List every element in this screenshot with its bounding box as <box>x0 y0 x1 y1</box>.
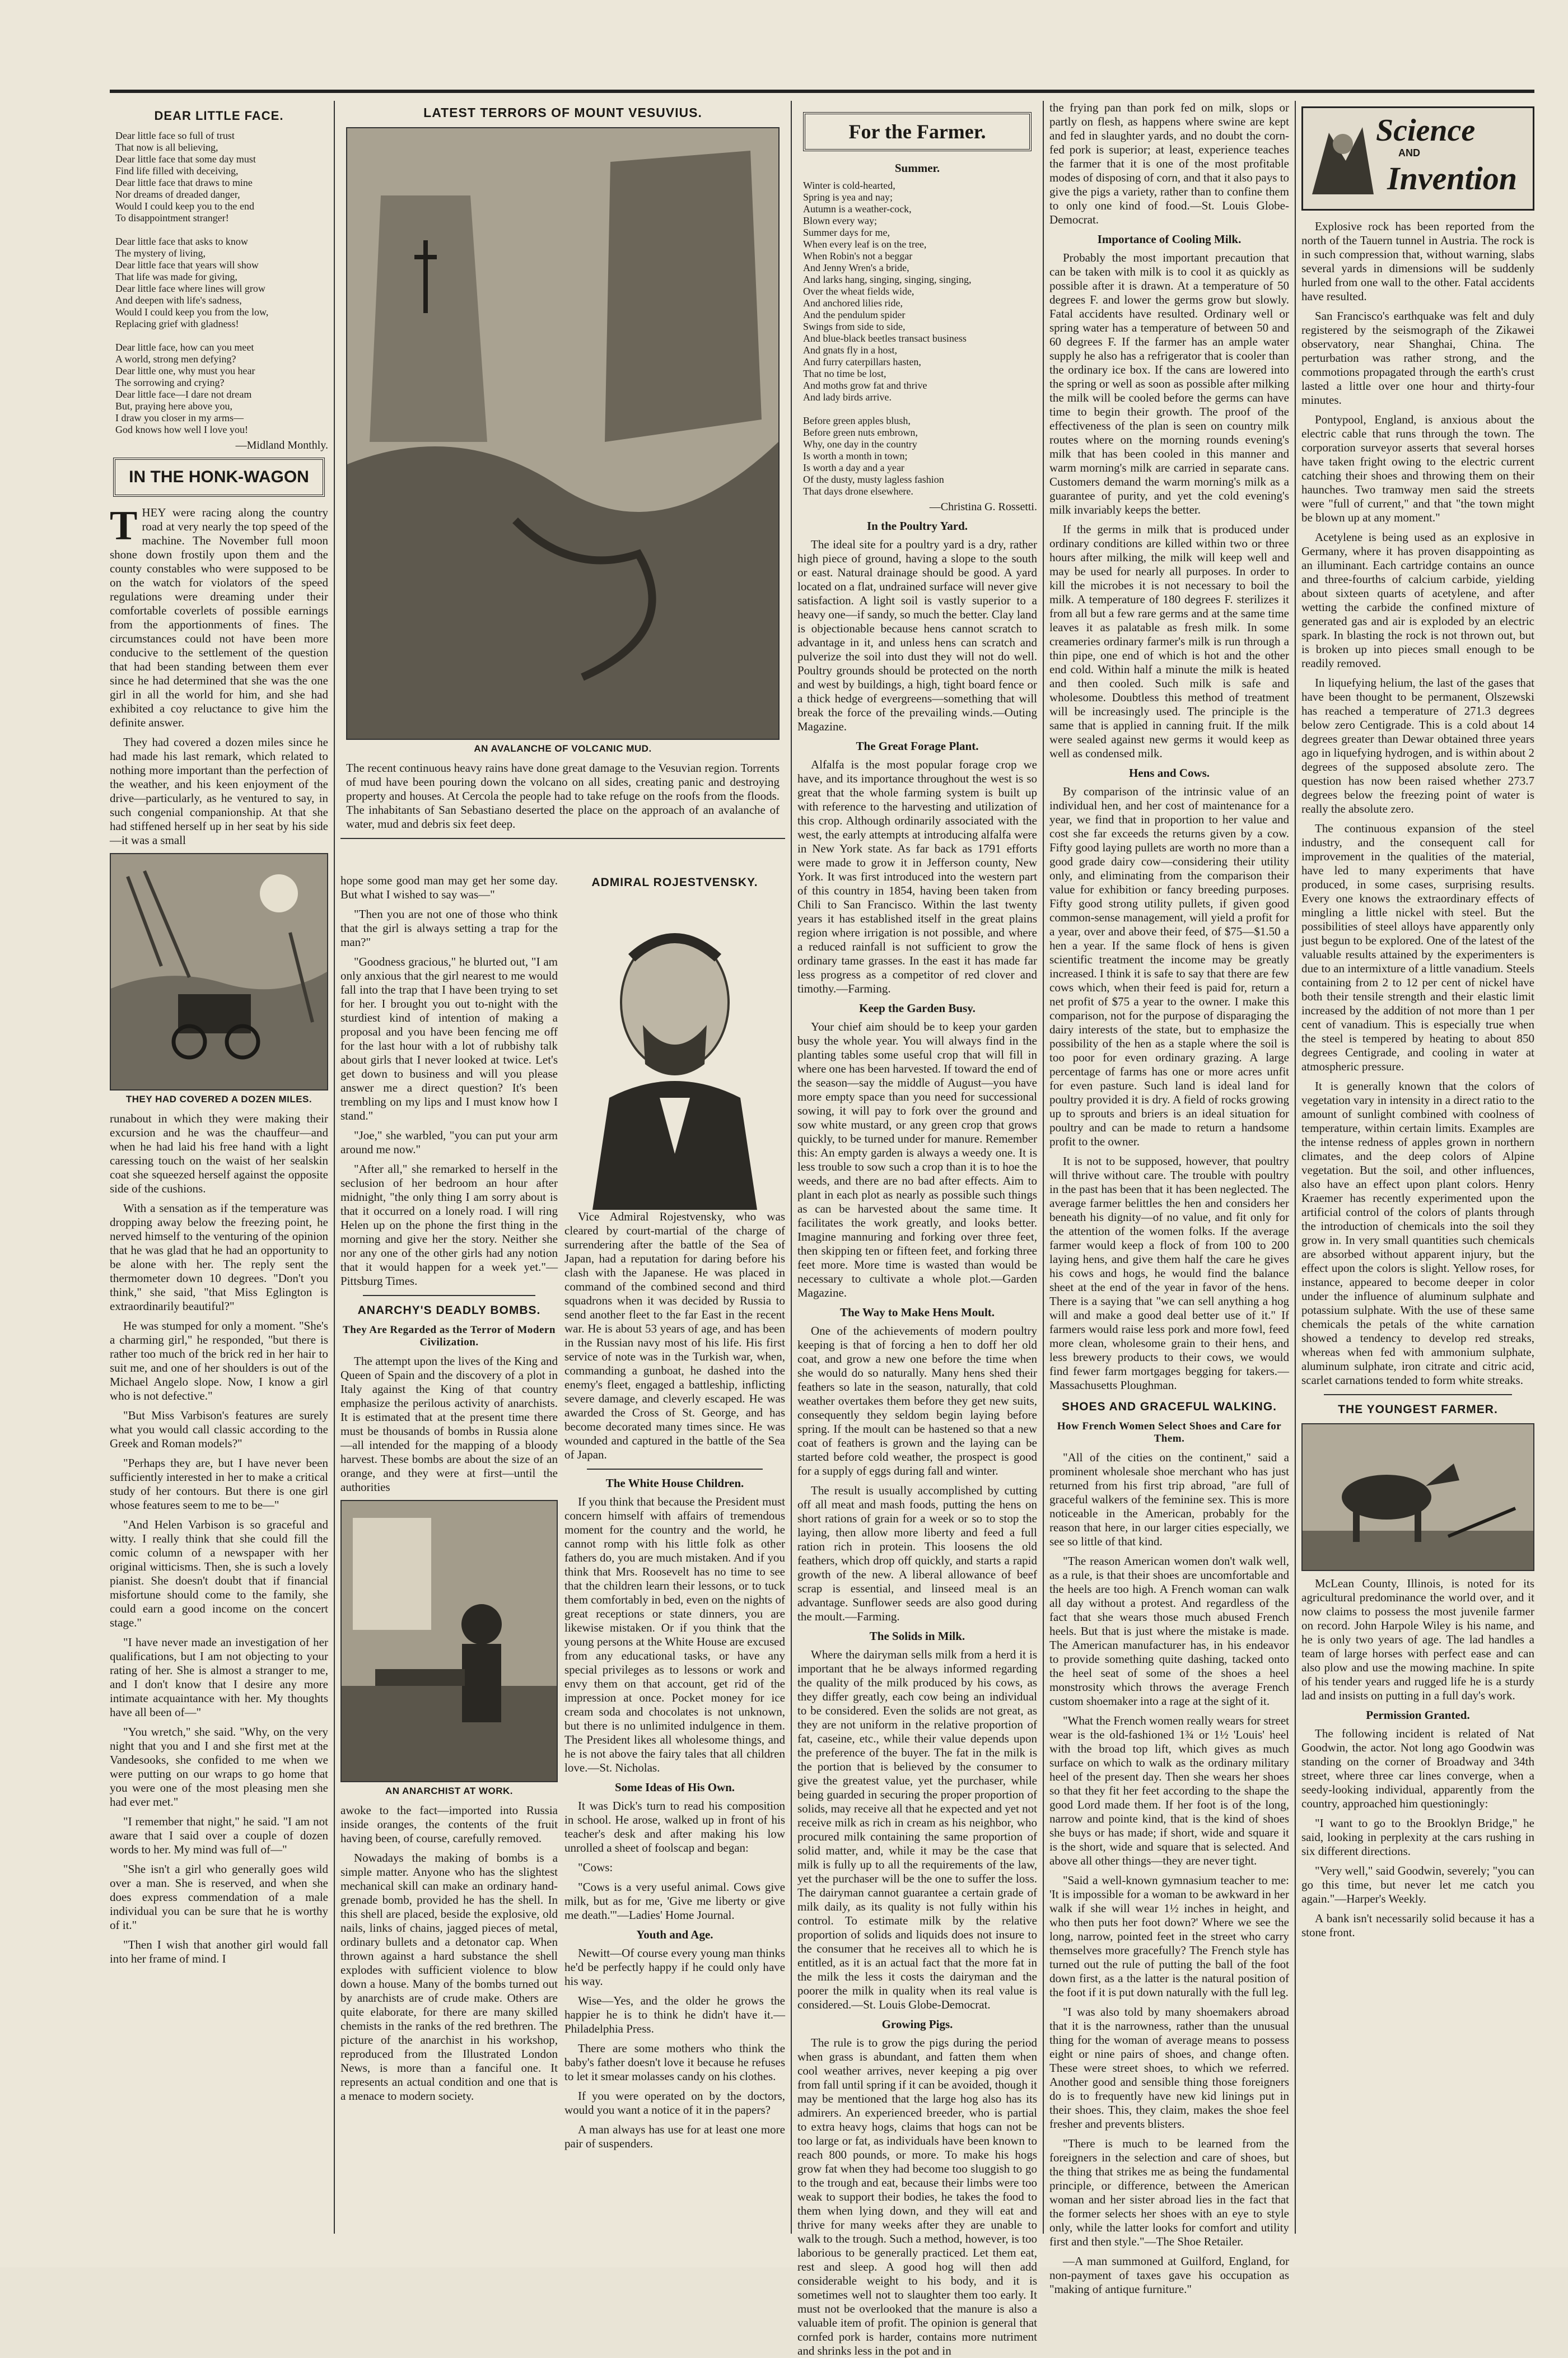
age-title: Youth and Age. <box>636 1928 713 1941</box>
youngest-farmer-drawing <box>1303 1424 1533 1570</box>
paragraph: Newitt—Of course every young man thinks he'd be perfectly happy if he could only have his way. <box>564 1946 785 1988</box>
paragraph: awoke to the fact—imported into Russia inside oranges, the contents of the fruit having been, of course, carefully removed. <box>340 1804 558 1845</box>
paragraph: One of the achievements of modern poultry keeping is that of forcing a hen to doff her old coat, and grow a new one before the time when she would do so naturally. Many hens shed their feathers so late in the season, naturally, that cold weather overtakes them before they get new suits, consequently they seldom begin laying before spring. If the moult can be hastened so that a new coat of feathers is grown and the laying can be started before cold weather, the prospect is good for a supply of eggs during fall and winter. <box>797 1324 1037 1478</box>
paragraph: Alfalfa is the most popular forage crop we have, and its importance throughout the west is so great that the whole farming system is built up with reference to the harvesting and utilization of this crop. Although ordinarily associated with the west, the early attempts at introducing alfalfa were in New York state. As far back as 1791 efforts were made to grow it in Jefferson county, New York. It was first introduced into the western part of this country in 1854, having been taken from Chili to San Francisco. Within the last twenty years it has established itself in the great plains region where irrigation is not possible, and where a reduced rainfall is not sufficient to grow the ordinary tame grasses. In the east it has made far less progress as a competitor of red clover and timothy.—Farming. <box>797 758 1037 995</box>
paragraph: Pontypool, England, is anxious about the electric cable that runs through the town. The corporation surveyor asserts that several horses have taken fright owing to the electric current catching their shoes and throwing them on their haunches. Two tramway men said the streets were "full of current," and that "the town might be blown up at any moment." <box>1301 413 1534 524</box>
poem-source: —Midland Monthly. <box>235 439 328 451</box>
paragraph: Explosive rock has been reported from the north of the Tauern tunnel in Austria. The rock is in such compression that, without warning, slabs several yards in dimensions will be suddenly hurled from one wall to the other. Fatal accidents have resulted. <box>1301 220 1534 303</box>
paragraph: "You wretch," she said. "Why, on the very night that you and I and she first met at the Vandesooks, she confided to me when we were putting on our wraps to go home that you were one of the most pleasing men she had ever met." <box>110 1725 328 1809</box>
shoes-subtitle: How French Women Select Shoes and Care for Them. <box>1057 1420 1282 1444</box>
paragraph: "What the French women really wears for street wear is the old-fashioned 1¾ or 1½ 'Louis' heel with the broad top lift, which gives as much surface on which to walk as the ordinary military heel of the present day. Then she wears her shoes so that they fit her feet according to the shape the good Lord made them. If her foot is of the long, narrow and pointe kind, that is the kind of shoes she buys or has made; if short, wide and square it is the short, wide and square that is selected. And above all other things—they are never tight. <box>1049 1714 1289 1867</box>
column-divider <box>334 101 335 2234</box>
paragraph: "And Helen Varbison is so graceful and witty. I really think that she could fill the comic column of a newspaper with her original witticisms. Then, she is such a lovely pianist. She doesn't doubt that if financial misfortune should come to the family, she could earn a good income on the concert stage." <box>110 1518 328 1629</box>
paragraph: With a sensation as if the temperature was dropping away below the freezing point, he nerved himself to the venturing of the opinion that he was glad that he had an opportunity to be alone with her. The reply sent the thermometer down 10 degrees. "Don't you think," she said, "that Miss Eglington is extraordinarily beautiful?" <box>110 1201 328 1313</box>
children-title: The White House Children. <box>605 1476 744 1490</box>
paragraph: "I want to go to the Brooklyn Bridge," he said, looking in perplexity at the cars rushing in six different directions. <box>1301 1816 1534 1858</box>
vesuvius-illustration <box>346 127 780 740</box>
drop-cap: T <box>110 503 138 549</box>
paragraph: "Very well," said Goodwin, severely; "you can go this time, but never let me catch you again."—Harper's Weekly. <box>1301 1864 1534 1905</box>
hens-moult-title: The Way to Make Hens Moult. <box>839 1306 995 1319</box>
paragraph: The following incident is related of Nat Goodwin, the actor. Not long ago Goodwin was standing on the corner of Broadway and 34th street, where three car lines converge, when a seedy-looking individual, apparently from the country, approached him questioningly: <box>1301 1727 1534 1810</box>
paragraph: Wise—Yes, and the older he grows the happier he is to think he didn't have it.—Philadelphia Press. <box>564 1994 785 2035</box>
vesuvius-illustration-drawing <box>347 128 778 739</box>
paragraph: HEY were racing along the country road at very nearly the top speed of the machine. The November full moon shone down frostily upon them and the county constables who were supposed to be on the watch for violators of the speed regulations were dreaming under their comfortable coverlets of possible earnings from the apportionments of fines. The circumstances could not have been more conducive to the settlement of the question that had been standing between them ever since he had determined that she was the one girl in all the world for him, and she had exhibited a coy reluctance to give him the definite answer. <box>110 506 328 729</box>
paragraph: It is generally known that the colors of vegetation vary in intensity in a direct ratio to the amount of sunlight combined with coolness of temperature, within certain limits. Examples are the intense redness of apples grown in northern climates, and the deep colors of Alpine vegetation. But the soil, and other influences, also have an effect upon plant colors. Henry Kraemer has recently experimented upon the artificial control of the colors of plants through the introduction of chemicals into the soil they grow in. In very small quantities such chemicals are absorbed without apparent injury, but the effect upon the colors is slight. Yellow roses, for instance, appeared to become deeper in color under the influence of aluminum sulphate and potassium sulphate. With the use of these same chemicals the petals of the white carnation showed a tendency to develop red streaks, whereas when fed with ammonium sulphate, aluminum sulphate, iron citrate and citric acid, scarlet carnations tended to form white streaks. <box>1301 1079 1534 1387</box>
paragraph: The rule is to grow the pigs during the period when grass is abundant, and fatten them when cool weather arrives, never keeping a pig over from fall until spring if it can be avoided, though it may be mentioned that the large hog also has its admirers. An experienced breeder, who is partial to extra heavy hogs, claims that hogs can not be too large or fat, as individuals have been known to reach 800 pounds, or more. To make his hogs grow fat when they had become too sluggish to go to the trough and eat, because their limbs were too weak to support their bodies, he takes the food to them when lying down, and they will eat and thrive for many weeks after they are unable to walk to the trough. Such a method, however, is too laborious to be generally practiced. Let them eat, rest and sleep. A good hog will then add considerable weight to his body, and it is sometimes well not to slaughter them too early. It must not be overlooked that the manure is also a valuable item of profit. The opinion is general that cornfed pork is harder, contains more nutriment and shrinks less in the pot and in <box>797 2036 1037 2357</box>
vesuvius-title: LATEST TERRORS OF MOUNT VESUVIUS. <box>423 105 702 120</box>
permission-title: Permission Granted. <box>1366 1708 1470 1722</box>
paragraph: —A man summoned at Guilford, England, for non-payment of taxes gave his occupation as "making of antique furniture." <box>1049 2254 1289 2296</box>
rule <box>363 1295 535 1296</box>
admiral-portrait-drawing <box>570 896 780 1210</box>
admiral-title: ADMIRAL ROJESTVENSKY. <box>591 876 758 889</box>
garden-title: Keep the Garden Busy. <box>859 1001 976 1015</box>
forage-title: The Great Forage Plant. <box>856 739 979 753</box>
paragraph: He was stumped for only a moment. "She's a charming girl," he responded, "but there is rather too much of the brick red in her hair to suit me, and one of her shoulders is out of the Michael Angelo slope. Now, I know a girl who is not defective." <box>110 1319 328 1402</box>
pigs-title: Growing Pigs. <box>881 2017 953 2031</box>
paragraph: The ideal site for a poultry yard is a dry, rather high piece of ground, having a slope to the south or east. Natural drainage should be good. A yard located on a flat, undrained surface will never give satisfaction. A light soil is vastly superior to a heavy one—if sandy, so much the better. Clay land is objectionable because hens cannot scratch to advantage in it, and unless hens can scratch and pulverize the soil into dust they will not do well. Poultry grounds should be protected on the north and west by buildings, a high, tight board fence or a thick hedge of evergreens—something that will break the force of the prevailing winds.—Outing Magazine. <box>797 538 1037 733</box>
paragraph: It is not to be supposed, however, that poultry will thrive without care. The trouble with poultry in the past has been that it has been neglected. The average farmer belittles the hen and considers her beneath his dignity—of no value, and fit only for the attention of the women folks. If the average farmer would keep a flock of from 100 to 200 laying hens, and give them half the care he gives his cows and hogs, he would find the balance sheet at the end of the year in favor of the hens. There is a saying that "we can sell anything a hog will and make a good deal better use of it." If farmers would raise less pork and more fowl, feed more clean, wholesome grain to their hens, and less brewery products to their cows, we would find fewer farm mortgages begging for takers.—Massachusetts Ploughman. <box>1049 1154 1289 1392</box>
paragraph: "Said a well-known gymnasium teacher to me: 'It is impossible for a woman to be awkward in her walk if she will wear 1½ inches in height, and who then puts her foot down?' Where we see the long, narrow, pointed feet in the street who carry themselves more gracefully? The French style has turned out the rule of putting the ball of the foot down first, as a the latter is the natural position of the foot if it is put down naturally with the full leg. <box>1049 1874 1289 1999</box>
column-divider <box>791 101 792 2234</box>
paragraph: the frying pan than pork fed on milk, slops or partly on flesh, as happens where swine are kept and fed in slaughter yards, and no doubt the corn-fed pork is superior; at least, experience teaches the farmer that it is one of the most profitable modes of disposing of corn, and that it also pays to give the pigs a variety, rather than to confine them to only one kind of food.—St. Louis Globe-Democrat. <box>1049 101 1289 226</box>
science-masthead <box>1301 106 1534 211</box>
column-1 <box>110 101 328 2245</box>
science-masthead-drawing <box>1306 110 1379 206</box>
column-4 <box>1049 101 1289 2296</box>
summer-title: Summer. <box>894 161 940 175</box>
bombs-title: ANARCHY'S DEADLY BOMBS. <box>357 1304 541 1317</box>
solids-title: The Solids in Milk. <box>869 1629 965 1643</box>
paragraph: "Cows: <box>578 1861 613 1874</box>
paragraph: In liquefying helium, the last of the gases that have been thought to be permanent, Olszewski has reached a temperature of 271.3 degrees below zero Centigrade. This is a cold about 14 degrees greater than Dewar obtained three years ago in liquefying hydrogen, and is within about 2 degrees of the supposed absolute zero. The question has now been raised whether 273.7 degrees below the freezing point of water is really the absolute zero. <box>1301 676 1534 815</box>
honk-wagon-story <box>110 503 328 847</box>
paragraph: The attempt upon the lives of the King and Queen of Spain and the discovery of a plot in Italy against the King of that country emphasize the perilous activity of anarchists. It is estimated that at the present time there must be thousands of bombs in Russia alone—all intended for the mapping of a bloody harvest. These bombs are about the size of an orange, and they were at first—until the authorities <box>340 1354 558 1494</box>
column-3 <box>797 101 1038 2357</box>
paragraph: runabout in which they were making their excursion and he was the chauffeur—and when he had laid his free hand with a light caressing touch on the waist of her sealskin coat she squeezed herself against the opposite side of the cushions. <box>110 1112 328 1195</box>
anarchist-illustration-drawing <box>342 1501 557 1781</box>
paragraph: "Joe," she warbled, "you can put your arm around me now." <box>340 1129 558 1156</box>
paragraph: "I remember that night," he said. "I am not aware that I said over a couple of dozen words to her. My mind was full of—" <box>110 1815 328 1856</box>
car-illustration-caption: THEY HAD COVERED A DOZEN MILES. <box>125 1094 312 1105</box>
section-rule <box>340 838 785 839</box>
paragraph: Probably the most important precaution that can be taken with milk is to cool it as quickly as possible after it is drawn. At a temperature of 50 degrees F. and lower the germs grow but slowly. Fatal accidents have resulted. Ordinary well or spring water has a temperature of between 50 and 60 degrees F. If the farmer has an ample water supply he also has a refrigerator that is cooler than the ordinary ice box. If the cans are lowered into the spring or well as soon as possible after milking the milk will be cooled before the germs can have time to begin their growth. The proof of the effectiveness of the plan is seen on country milk routes where on the morning rounds evening's milk that has been cooled in this manner and warm morning's milk are carried in separate cans. Customers demand the warm morning's milk as a guarantee of purity, and yet the cold evening's milk invariably keeps the better. <box>1049 251 1289 516</box>
paragraph: "I was also told by many shoemakers abroad that it is the narrowness, rather than the unusual thing for the woman of average means to possess eight or nine pairs of shoes, and change often. These were street shoes, to which we referred. Another good and sensible thing those foreigners do is to frequently have new kid linings put in their shoes. This, they claim, makes the shoe feel fresher and prevents blisters. <box>1049 2005 1289 2131</box>
paragraph: "Then you are not one of those who think that the girl is always setting a trap for the man?" <box>340 907 558 949</box>
paragraph: Your chief aim should be to keep your garden busy the whole year. You will always find in the planting tables some useful crop that will fill in where one has been harvested. If toward the end of the season—say the middle of August—you have more empty space than you need for successional sowing, it will pay to fork over the ground and sow white mustard, or any green crop that grows quickly, to be turned under for manure. Remember this: An empty garden is always a weedy one. It is less trouble to sow such a crop than it is to hoe the weeds, and there are no bad after effects. Aim to plant in each plot as nearly as possible such things as can be harvested about the same time. It facilitates the work greatly, and looks better. Imagine mannuring and forking over three feet, then skipping ten or fifteen feet, and forking three feet more. More time is wasted than would be necessary to cultivate a whole plot.—Garden Magazine. <box>797 1020 1037 1299</box>
paragraph: The result is usually accomplished by cutting off all meat and mash foods, putting the hens on short rations of grain for a week or so to stop the laying, then allow more liberty and feed a full ration rich in protein. This loosens the old feathers, which drop off quickly, and starts a rapid growth of the new. A liberal allowance of beef scrap is essential, and linseed meal is an advantage. Sunflower seeds are also good during the moult.—Farming. <box>797 1484 1037 1623</box>
car-illustration-drawing <box>111 854 327 1089</box>
paragraph: Acetylene is being used as an explosive in Germany, where it has proven disappointing as an illuminant. Each cartridge contains an ounce and three-fourths of calcium carbide, yielding about sixteen quarts of acetylene, and after wetting the carbide the confined mixture of generated gas and air is exploded by an electric spark. In blasting the rock is not thrown out, but is broken up into pieces small enough to be readily removed. <box>1301 530 1534 670</box>
hens-cows-title: Hens and Cows. <box>1128 766 1210 780</box>
paragraph: Vice Admiral Rojestvensky, who was cleared by court-martial of the charge of surrendering after the battle of the Sea of Japan, had a reputation for daring before his clash with the Japanese. He was placed in command of the combined second and third squadrons when it was decided by Russia to send another fleet to the far East in the recent war. He is about 53 years of age, and has been in the Russian navy most of his life. His first service of note was in the Turkish war, when, commanding a gunboat, he dashed into the enemy's fleet, engaged a battleship, inflicting severe damage, and cleverly escaped. He was awarded the Cross of St. George, and has become decorated many times since. He was wounded and captured in the battle of the Sea of Japan. <box>564 1210 785 1461</box>
paragraph: If you think that because the President must concern himself with affairs of tremendous moment for the country and the world, he cannot romp with his little folk as other fathers do, you are much mistaken. And if you think that Mrs. Roosevelt has no time to see that the children learn their lessons, or to tuck them comfortably in bed, even on the nights of great receptions or state dinners, you are likewise mistaken. Or if you think that the young persons at the White House are excused from any educational tasks, or have any special privileges as to lessons or work and envy them on that account, get rid of the impression at once. Pocket money for ice cream soda and chocolates is not unknown, but there is no unlimited indulgence in them. The President likes all wholesome things, and he is not above the fairy tales that all children love.—St. Nicholas. <box>564 1495 785 1774</box>
paragraph: San Francisco's earthquake was felt and duly registered by the seismograph of the Zikawei observatory, near Shanghai, China. The perturbation was rather strong, and the commotions propagated through the earth's crust lasted a little over one hour and thirty-four minutes. <box>1301 309 1534 407</box>
paragraph: "I have never made an investigation of her qualifications, but I am not objecting to your rating of her. She is almost a stranger to me, and I don't know that I desire any more intimate acquaintance with her. My thoughts have all been of—" <box>110 1635 328 1719</box>
cows-title: Some Ideas of His Own. <box>614 1781 735 1794</box>
shoes-title: SHOES AND GRACEFUL WALKING. <box>1061 1400 1277 1413</box>
paragraph: hope some good man may get her some day. But what I wished to say was—" <box>340 874 558 901</box>
column-2 <box>340 101 785 2245</box>
column-divider <box>1043 101 1044 2234</box>
rule <box>1324 1394 1512 1395</box>
anarchist-caption: AN ANARCHIST AT WORK. <box>385 1786 513 1796</box>
admiral-portrait <box>570 896 780 1210</box>
paragraph: If the germs in milk that is produced under ordinary conditions are killed within two or three hours after milking, the milk will keep well and may be used for nearly all purposes. In order to kill the microbes it is not necessary to boil the milk. A temperature of 180 degrees F. sterilizes it from all but a few rare germs and at the same time leaves it as palatable as fresh milk. In some creameries ordinary farmer's milk is run through a thin pipe, one end of which is hot and the other end cold. Within half a minute the milk is heated and then cooled. Such milk is safe and wholesome. Doubtless this method of treatment will be increasingly used. The principle is the same that is applied in canning fruit. If the milk were sealed against new germs it would keep as well as condensed milk. <box>1049 523 1289 760</box>
anarchist-illustration <box>340 1500 558 1782</box>
paragraph: Nowadays the making of bombs is a simple matter. Anyone who has the slightest mechanical skill can make an ordinary hand-grenade bomb, provided he has the shell. In this shell are placed, beside the explosive, old nails, links of chains, jagged pieces of metal, ordinary bullets and a detonator cap. When thrown against a hard substance the shell explodes with sufficient violence to blow down a house. Many of the bombs turned out by anarchists are of crude make. Others are quite elaborate, for there are many skilled chemists in the ranks of the red brethren. The picture of the anarchist in his workshop, reproduced from the Illustrated London News, is more than a fanciful one. It represents an actual condition and one that is a menace to modern society. <box>340 1851 558 2103</box>
paragraph: "Perhaps they are, but I have never been sufficiently interested in her to make a critical study of her contours. But there is one girl whose features seem to me to be—" <box>110 1456 328 1512</box>
paragraph: "Cows is a very useful animal. Cows give milk, but as for me, 'Give me liberty or give me death.'"—Ladies' Home Journal. <box>564 1880 785 1922</box>
poultry-title: In the Poultry Yard. <box>866 519 968 533</box>
paragraph: It was Dick's turn to read his composition in school. He arose, walked up in front of his teacher's desk and after making his low unrolled a sheet of foolscap and began: <box>564 1799 785 1854</box>
masthead-science: Science <box>1376 113 1476 148</box>
paragraph: "There is much to be learned from the foreigners in the selection and care of shoes, but the thing that strikes me as being the fundamental principle, or difference, between the American woman and her sister abroad lies in the fact that the former selects her shoes with an eye to style only, while the latter looks for comfort and utility first and then style."—The Shoe Retailer. <box>1049 2137 1289 2248</box>
paragraph: A bank isn't necessarily solid because it has a stone front. <box>1301 1912 1534 1939</box>
column-2a <box>340 874 558 2109</box>
paragraph: By comparison of the intrinsic value of an individual hen, and her cost of maintenance for a year, we find that in proportion to her value and cost she far exceeds the returns given by a cow. Fifty good laying pullets are worth no more than a good grade dairy cow—considering their utility only, and eliminating from the comparison their value for exhibition or fancy breeding purposes. Fifty good strong utility pullets, if given good common-sense management, will yield a profit for a year, over and above their feed, of $75—$1.50 a hen a year. If the same flock of hens is given scientific treatment the income may be greatly increased. I think it is safe to say that there are few cows which, when their feed is paid for, return a net profit of $75 a year to the owner. I make this comparison, not for the purpose of disparaging the dairy interests of the state, but to emphasize the possibility of the hen as a staple where the soil is too poor for even ordinary grazing. A large percentage of farms has one or more acres unfit for even pasture. Such land is ideal land for poultry provided it is dry. A field of rocks growing up to sprouts and briers is an ideal situation for poultry and can be made to return a handsome profit to the owner. <box>1049 785 1289 1148</box>
farmer-heading: For the Farmer. <box>803 112 1032 151</box>
column-divider <box>1295 101 1296 2234</box>
youngest-farmer-illustration <box>1301 1423 1534 1571</box>
youngest-farmer-title: THE YOUNGEST FARMER. <box>1338 1403 1498 1416</box>
summer-source: —Christina G. Rossetti. <box>929 501 1037 513</box>
paragraph: "Then I wish that another girl would fall into her frame of mind. I <box>110 1938 328 1965</box>
car-illustration <box>110 853 328 1091</box>
poem-title: DEAR LITTLE FACE. <box>154 109 284 123</box>
paragraph: They had covered a dozen miles since he had made his last remark, which related to nothing more important than the perfection of the weather, and his keen enjoyment of the drive—particularly, as he ventured to say, in such congenial companionship. At that she had stiffened herself up in her seat by his side—it was a small <box>110 735 328 847</box>
bombs-subtitle: They Are Regarded as the Terror of Modern Civilization. <box>343 1324 556 1348</box>
masthead-invention: Invention <box>1387 160 1518 197</box>
paragraph: "She isn't a girl who generally goes wild over a man. She is reserved, and when she does express commendation of a male individual you can be sure that he is worthy of it." <box>110 1862 328 1932</box>
poem-body: Dear little face so full of trust That now is all believing, Dear little face that some day must Find life filled with deceiving, Dear little face that draws to mine Nor dreams of dreaded danger, Would I could keep you to the end To disappointment stranger! Dear little face that asks to know The mystery of living, Dear little face that years will show That life was made for giving, Dear little face where lines will grow And deepen with life's sadness, Would I could keep you from the low, Replacing grief with gladness! Dear little face, how can you meet A world, strong men defying? Dear little one, why must you hear The sorrowing and crying? Dear little face—I dare not dream But, praying here above you, I draw you closer in my arms— God knows how well I love you! <box>115 130 269 435</box>
paragraph: "But Miss Varbison's features are surely what you would call classic according to the Greek and Roman models?" <box>110 1409 328 1450</box>
paragraph: A man always has use for at least one more pair of suspenders. <box>564 2123 785 2150</box>
paragraph: If you were operated on by the doctors, would you want a notice of it in the papers? <box>564 2089 785 2117</box>
paragraph: Where the dairyman sells milk from a herd it is important that he be always informed regarding the quality of the milk produced by his cows, as they differ greatly, each cow being an individual to be considered. Even the solids are not great, as they are not uniform in the relative proportion of fat, caseine, etc., while their value depends upon the preference of the buyer. The fat in the milk is the portion that is believed by the consumer to give the greatest value, yet the purchaser, while being guarded in securing the proper proportion of solids, may receive all that he expected and yet not receive milk as rich in cream as his neighbor, who procured milk containing the same proportion of solid matter, and, while it may be the case that milk is fully up to all the requirements of the law, yet the purchaser will be the one to suffer the loss. The dairyman cannot guarantee a certain grade of milk daily, as its quality is not fully within his control. To estimate milk by the relative proportion of solids and liquids does not insure to the consumer that he receives all to which he is entitled, as it is an actual fact that the more fat in the milk the less it costs the dairyman and the poorer the milk in quality when its real value is considered.—St. Louis Globe-Democrat. <box>797 1648 1038 2011</box>
cooling-title: Importance of Cooling Milk. <box>1097 232 1242 246</box>
paragraph: McLean County, Illinois, is noted for its agricultural predominance the world over, and it now claims to possess the most juvenile farmer on record. John Harpole Wiley is his name, and he is only two years of age. The lad handles a team of large horses with perfect ease and can also plow and use the mowing machine. In spite of his tender years and rugged life he is a sturdy lad and insists on putting in a full day's work. <box>1301 1577 1534 1702</box>
summer-poem: Winter is cold-hearted, Spring is yea and nay; Autumn is a weather-cock, Blown every way; Summer days for me, When every leaf is on the tree, When Robin's not a beggar And Jenny Wren's a bride, And larks hang, singing, singing, singing, Over the wheat fields wide, And anchored lilies ride, And the pendulum spider Swings from side to side, And blue-black beetles transact business And gnats fly in a host, And furry caterpillars hasten, That no time be lost, And moths grow fat and thrive And lady birds arrive. Before green apples blush, Before green nuts embrown, Why, one day in the country Is worth a month in town; Is worth a day and a year Of the dusty, musty lagless fashion That days drone elsewhere. <box>803 180 972 497</box>
masthead-and: AND <box>1398 147 1420 159</box>
vesuvius-text: The recent continuous heavy rains have done great damage to the Vesuvian region. Torrents of mud have been pouring down the volcano on all sides, creating panic and destroying property and houses. At Cercola the people had to take refuge on the roofs from the floods. The inhabitants of San Sebastiano deserted the place on the approach of an avalanche of water, mud and debris six feet deep. <box>346 761 780 831</box>
column-2b <box>564 874 785 2156</box>
paragraph: "All of the cities on the continent," said a prominent wholesale shoe merchant who has just returned from his first trip abroad, "are full of graceful walkers of the feminine sex. This is more noticeable in the American, probably for the reason that here, in our larger cities especially, we see so little of that kind. <box>1049 1451 1289 1548</box>
paragraph: The continuous expansion of the steel industry, and the consequent call for improvement in the qualities of the material, have led to many experiments that have produced, in some cases, surprising results. Every one knows the extraordinary effects of mingling a little nickel with steel. But the possibilities of steel alloys have apparently only just begun to be explored. One of the latest of the valuable results attained by the experimenters is due to an intermixture of a little vanadium. Steels containing from 2 to 12 per cent of nickel have both their tensile strength and their elastic limit increased by the addition of not more than 1 per cent of vanadium. This is especially true when the steel is tempered by heating to about 850 degrees Centigrade, and cooling in water at atmospheric pressure. <box>1301 822 1534 1073</box>
paragraph: "After all," she remarked to herself in the seclusion of her bedroom an hour after midnight, "the only thing I am sorry about is that it occurred on a lonely road. I will ring Helen up on the phone the first thing in the morning and give her the story. Neither she nor any one of the other girls had any notion that it would happen for a week yet."—Pittsburg Times. <box>340 1162 558 1288</box>
paragraph: "Goodness gracious," he blurted out, "I am only anxious that the girl nearest to me would fall into the trap that I have been trying to set for her. I brought you out to-night with the sturdiest kind of intention of making a proposal and you have been fencing me off for the last hour with a lot of rubbishy talk about girls that I never looked at twice. Let's get down to business and will you please answer me a direct question? It's been trembling on my lips and I must know how I stand." <box>340 955 558 1122</box>
paragraph: There are some mothers who think the baby's father doesn't love it because he refuses to let it smear molasses candy on his clothes. <box>564 2042 785 2083</box>
vesuvius-caption: AN AVALANCHE OF VOLCANIC MUD. <box>474 743 652 754</box>
rule <box>587 1469 763 1470</box>
top-rule <box>110 90 1534 93</box>
paragraph: "The reason American women don't walk well, as a rule, is that their shoes are uncomfortable and the heels are too high. A French woman can walk all day without a protest. And regardless of the fact that she wears those much abused French heels. But that is just where the mistake is made. The American manufacturer has, in his endeavor to provide something quite dashing, tacked onto the heel seat of some of the shoes a heel monstrosity which throws the average French custom shoemaker into a rage at the sight of it. <box>1049 1554 1289 1708</box>
column-5 <box>1301 101 1534 2245</box>
honk-wagon-heading: IN THE HONK-WAGON <box>113 458 325 497</box>
